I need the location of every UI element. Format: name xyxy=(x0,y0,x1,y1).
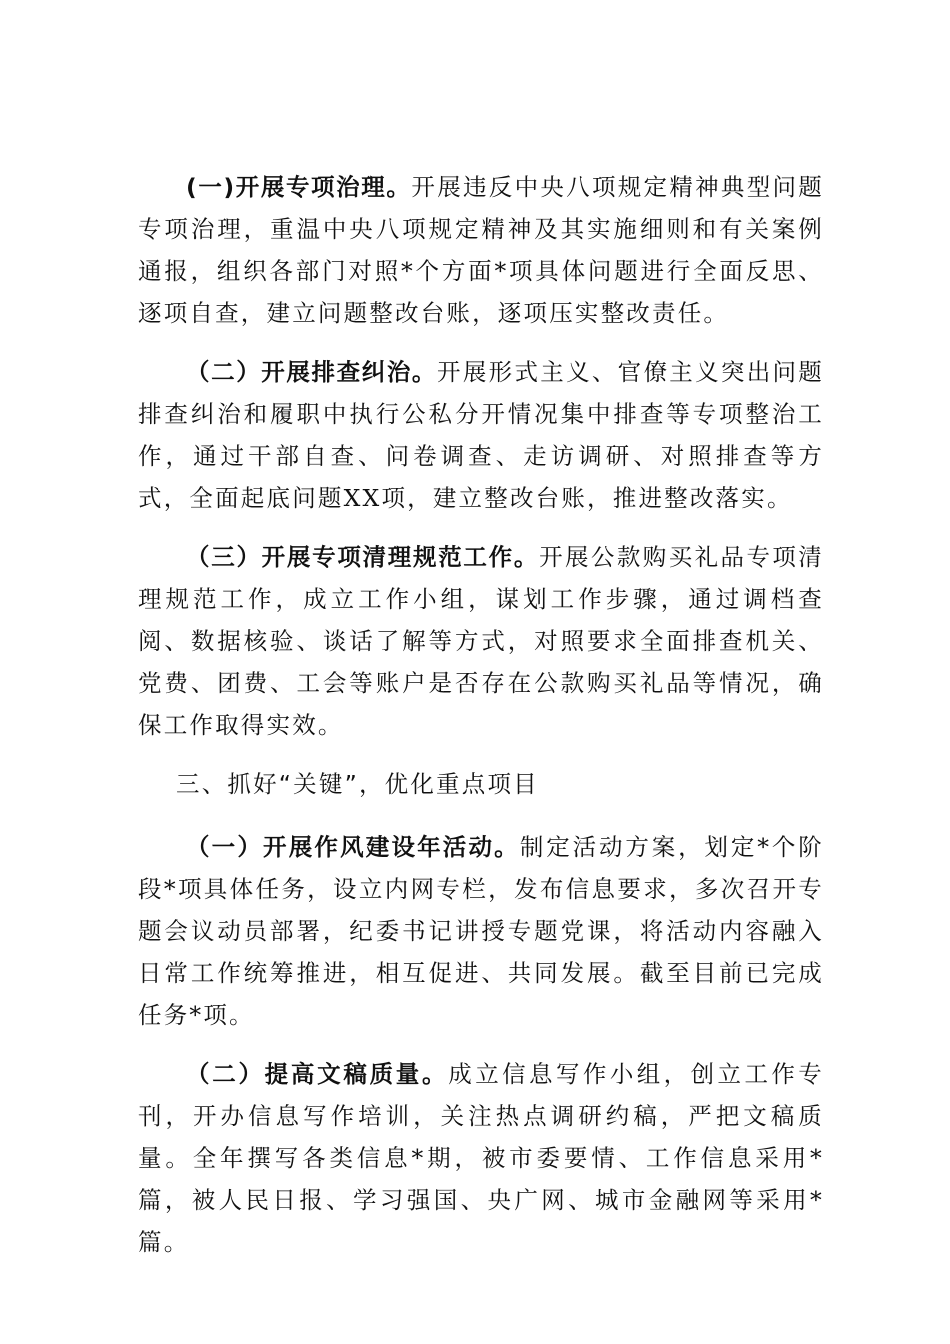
paragraph-text: 制定活动方案，划定*个阶段*项具体任务，设立内网专栏，发布信息要求，多次召开专题会议动员部署，纪委书记讲授专题党课，将活动内容融入日常工作统筹推进，相互促进、共同发展。截至目前已完成任务*项。 xyxy=(138,833,824,1029)
section-heading: 三、抓好“关键”，优化重点项目 xyxy=(176,770,539,798)
document-body xyxy=(138,166,824,1280)
paragraph-lead: （二）提高文稿质量。 xyxy=(186,1060,449,1088)
paragraph-cleanup xyxy=(138,536,824,746)
paragraph-lead: （三）开展专项清理规范工作。 xyxy=(186,543,540,571)
paragraph-lead: （二）开展排查纠治。 xyxy=(186,358,438,386)
paragraph-text: 开展违反中央八项规定精神典型问题专项治理，重温中央八项规定精神及其实施细则和有关案例通报，组织各部门对照*个方面*项具体问题进行全面反思、逐项自查，建立问题整改台账，逐项压实整改责任。 xyxy=(138,173,824,327)
paragraph-text: 成立信息写作小组，创立工作专刊，开办信息写作培训，关注热点调研约稿，严把文稿质量。全年撰写各类信息*期，被市委要情、工作信息采用*篇，被人民日报、学习强国、央广网、城市金融网等采用*篇。 xyxy=(138,1060,824,1256)
paragraph-special-governance xyxy=(138,166,824,334)
paragraph-investigation xyxy=(138,351,824,519)
paragraph-text: 开展公款购买礼品专项清理规范工作，成立工作小组，谋划工作步骤，通过调档查阅、数据核验、谈话了解等方式，对照要求全面排查机关、党费、团费、工会等账户是否存在公款购买礼品等情况，确保工作取得实效。 xyxy=(138,543,825,739)
paragraph-lead: （一）开展作风建设年活动。 xyxy=(186,833,520,861)
paragraph-lead: (一)开展专项治理。 xyxy=(186,173,412,201)
paragraph-work-style-year xyxy=(138,826,824,1036)
paragraph-manuscript-quality xyxy=(138,1053,824,1263)
paragraph-text: 开展形式主义、官僚主义突出问题排查纠治和履职中执行公私分开情况集中排查等专项整治工作，通过干部自查、问卷调查、走访调研、对照排查等方式，全面起底问题XX项，建立整改台账，推进整改落实。 xyxy=(138,358,825,512)
